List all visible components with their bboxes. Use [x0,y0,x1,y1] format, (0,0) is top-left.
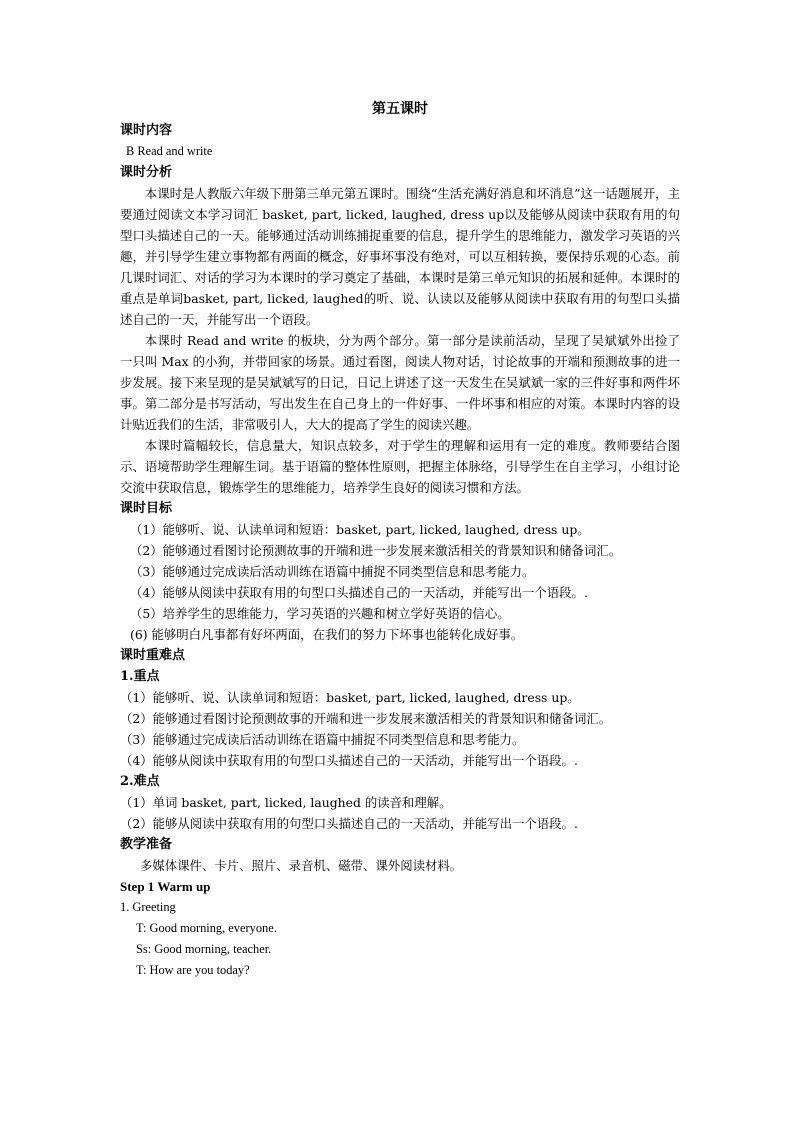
step-heading: Step 1 Warm up [120,879,211,894]
document-page [120,98,680,981]
dialogue-line: Ss: Good morning, teacher. [136,942,272,956]
goal-item: （4）能够从阅读中获取有用的句型口头描述自己的一天活动，并能写出一个语段。. [130,585,588,600]
hard-point-item: （1）单词 basket, part, licked, laughed 的读音和理解。 [120,795,452,810]
content-heading: 课时内容 [120,123,173,138]
analysis-paragraph-3: 本课时篇幅较长，信息量大，知识点较多，对于学生的理解和运用有一定的难度。教师要结合图示、语境帮助学生理解生词。基于语篇的整体性原则，把握主体脉络，引导学生在自主学习，小组讨论交流中获取信息，锻炼学生的思维能力，培养学生良好的阅读习惯和方法。 [120,438,680,495]
analysis-paragraph-1: 本课时是人教版六年级下册第三单元第五课时。围绕“生活充满好消息和坏消息”这一话题展开，主要通过阅读文本学习词汇 basket, part, licked, laughed, dress up以及能够从阅读中获取有用的句型口头描述自己的一天。能够通过活动训练捕捉重要的信息，提升学生的思维能力，激发学习英语的兴趣，并引导学生建立事物都有两面的概念，好事坏事没有绝对，可以互相转换，要保持乐观的心态。前几课时词汇、对话的学习为本课时的学习奠定了基础，本课时是第三单元知识的拓展和延伸。本课时的重点是单词basket, part, licked, laughed的听、说、认读以及能够从阅读中获取有用的句型口头描述自己的一天，并能写出一个语段。 [120,186,680,327]
goal-item: （3）能够通过完成读后活动训练在语篇中捕捉不同类型信息和思考能力。 [130,564,535,579]
key-point-item: （2）能够通过看图讨论预测故事的开端和进一步发展来激活相关的背景知识和储备词汇。 [120,711,612,726]
content-text: B Read and write [126,144,213,158]
prep-heading: 教学准备 [120,837,173,852]
page-title: 第五课时 [372,101,428,117]
goal-item: （2）能够通过看图讨论预测故事的开端和进一步发展来激活相关的背景知识和储备词汇。 [130,543,622,558]
goal-item: （5）培养学生的思维能力，学习英语的兴趣和树立学好英语的信心。 [130,606,510,621]
greeting-label: 1. Greeting [120,900,176,914]
key-point-item: （3）能够通过完成读后活动训练在语篇中捕捉不同类型信息和思考能力。 [120,732,525,747]
key-points-heading: 1.重点 [120,669,160,684]
analysis-paragraph-2: 本课时 Read and write 的板块，分为两个部分。第一部分是读前活动，呈现了吴斌斌外出捡了一只叫 Max 的小狗，并带回家的场景。通过看图，阅读人物对话，讨论故事的开端和预测故事的进一步发展。接下来呈现的是吴斌斌写的日记，日记上讲述了这一天发生在吴斌斌一家的三件好事和两件坏事。第二部分是书写活动，写出发生在自己身上的一件好事、一件坏事和相应的对策。本课时内容的设计贴近我们的生活，非常吸引人，大大的提高了学生的阅读兴趣。 [120,333,680,432]
goal-item: (6) 能够明白凡事都有好坏两面，在我们的努力下坏事也能转化成好事。 [130,627,524,642]
hard-points-heading: 2.难点 [120,774,160,789]
hard-point-item: （2）能够从阅读中获取有用的句型口头描述自己的一天活动，并能写出一个语段。. [120,816,578,831]
key-point-item: （1）能够听、说、认读单词和短语：basket, part, licked, laughed, dress up。 [120,690,580,705]
goal-item: （1）能够听、说、认读单词和短语：basket, part, licked, laughed, dress up。 [130,522,590,537]
difficulty-heading: 课时重难点 [120,648,186,663]
analysis-heading: 课时分析 [120,165,173,180]
dialogue-line: T: How are you today? [136,963,250,977]
goals-heading: 课时目标 [120,501,173,516]
key-point-item: （4）能够从阅读中获取有用的句型口头描述自己的一天活动，并能写出一个语段。. [120,753,578,768]
prep-text: 多媒体课件、卡片、照片、录音机、磁带、课外阅读材料。 [140,858,463,873]
dialogue-line: T: Good morning, everyone. [136,921,277,935]
